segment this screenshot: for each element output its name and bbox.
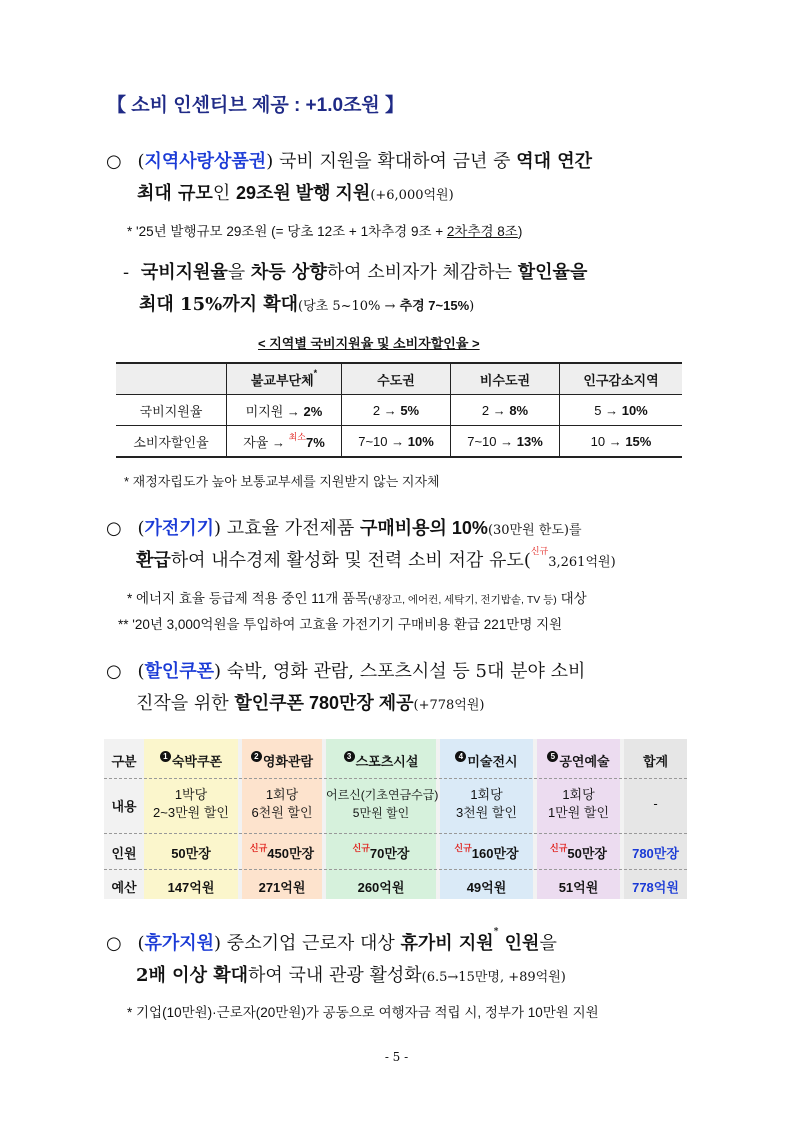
coupon-row-label: 인원 (111, 846, 137, 861)
coupon-people-exhibition: $^{신규}$160만장 (454, 843, 519, 861)
coupon-budget-exhibition: 49억원 (466, 880, 507, 895)
section-appliance-note2: ** '20년 3,000억원을 투입하여 고효율 가전기기 구매비용 환급 221만명 지원 (118, 617, 563, 632)
section-local-voucher-dash-line1: - 국비지원율을 차등 상향하여 소비자가 체감하는 할인율을 (123, 262, 588, 283)
section-vacation-line1: ○ (휴가지원) 중소기업 근로자 대상 휴가비 지원* 인원을 (106, 927, 557, 954)
section-appliance-note1: * 에너지 효율 등급제 적용 중인 11개 품목(냉장고, 에어컨, 세탁기, 전기밥솥, TV 등) 대상 (127, 591, 587, 606)
coupon-budget-lodging: 147억원 (167, 880, 215, 895)
table-row: 국비지원율 미지원 → 2% 2 → 5% 2 → 8% 5 → 10% (116, 395, 682, 426)
coupon-people-lodging: 50만장 (171, 846, 211, 861)
coupon-content-total: - (653, 796, 658, 811)
table-footnote: * 재정자립도가 높아 보통교부세를 지원받지 않는 지자체 (124, 474, 440, 489)
page-title: 【 소비 인센티브 제공 : +1.0조원 】 (107, 95, 405, 116)
section-coupon-line2: 진작을 위한 할인쿠폰 780만장 제공(+778억원) (136, 693, 485, 714)
section-appliance-line2: 환급하여 내수경제 활성화 및 전력 소비 저감 유도($^{신규}$3,261억원) (136, 547, 616, 571)
coupon-people-total: 780만장 (632, 846, 679, 861)
coupon-content-performance: 1회당 1만원 할인 (547, 787, 610, 820)
coupon-row-label: 예산 (111, 880, 137, 895)
table-caption: < 지역별 국비지원율 및 소비자할인율 > (258, 336, 480, 351)
section-vacation-note: * 기업(10만원)·근로자(20만원)가 공동으로 여행자금 적립 시, 정부가 10만원 지원 (127, 1005, 599, 1020)
section-local-voucher-dash-line2: 최대 15%까지 확대(당초 5~10% → 추경 7~15%) (139, 294, 475, 315)
keyword-coupon: 할인쿠폰 (144, 661, 215, 681)
coupon-header-total: 합계 (642, 754, 669, 769)
coupon-budget-sports: 260억원 (357, 880, 405, 895)
section-local-voucher-note: * '25년 발행규모 29조원 (= 당초 12조 + 1차추경 9조 + 2차추경 8조) (127, 224, 523, 239)
coupon-header-performance: 5 공연예술 (537, 751, 620, 770)
section-coupon-line1: ○ (할인쿠폰) 숙박, 영화 관람, 스포츠시설 등 5대 분야 소비 (106, 661, 586, 682)
section-local-voucher-line1: ○ (지역사랑상품권) 국비 지원을 확대하여 금년 중 역대 연간 (106, 151, 593, 172)
coupon-budget-performance: 51억원 (558, 880, 599, 895)
coupon-header-exhibition: 4 미술전시 (440, 751, 533, 770)
coupon-content-exhibition: 1회당 3천원 할인 (455, 787, 518, 820)
coupon-row-label: 내용 (111, 799, 137, 814)
coupon-budget-total: 778억원 (632, 880, 679, 895)
table-row: 소비자할인율 자율 → $^{최소}$7% 7~10 → 10% 7~10 → 13% 10 → 15% (116, 426, 682, 458)
coupon-budget-movie: 271억원 (258, 880, 306, 895)
keyword-appliance: 가전기기 (144, 518, 215, 538)
coupon-row-label: 구분 (111, 754, 137, 769)
section-local-voucher-line2: 최대 규모인 29조원 발행 지원(+6,000억원) (137, 183, 454, 204)
coupon-people-sports: $^{신규}$70만장 (352, 843, 410, 861)
coupon-header-sports: 3 스포츠시설 (326, 751, 436, 770)
keyword-vacation: 휴가지원 (144, 933, 215, 953)
coupon-header-lodging: 1 숙박쿠폰 (144, 751, 238, 770)
coupon-content-sports: 어르신(기초연금수급) 5만원 할인 (326, 788, 439, 820)
support-rate-table (116, 362, 682, 458)
page-number: - 5 - (384, 1050, 409, 1064)
keyword-local-voucher: 지역사랑상품권 (144, 151, 267, 171)
coupon-content-movie: 1회당 6천원 할인 (251, 787, 313, 820)
section-appliance-line1: ○ (가전기기) 고효율 가전제품 구매비용의 10%(30만원 한도)를 (106, 518, 582, 539)
coupon-people-movie: $^{신규}$450만장 (249, 843, 315, 861)
table-header-row: 불교부단체* 수도권 비수도권 인구감소지역 (116, 363, 682, 395)
section-vacation-line2: 2배 이상 확대하여 국내 관광 활성화(6.5→15만명, +89억원) (136, 965, 566, 986)
coupon-content-lodging: 1박당 2~3만원 할인 (153, 787, 229, 820)
coupon-header-movie: 2 영화관람 (242, 751, 322, 770)
coupon-people-performance: $^{신규}$50만장 (550, 843, 607, 861)
